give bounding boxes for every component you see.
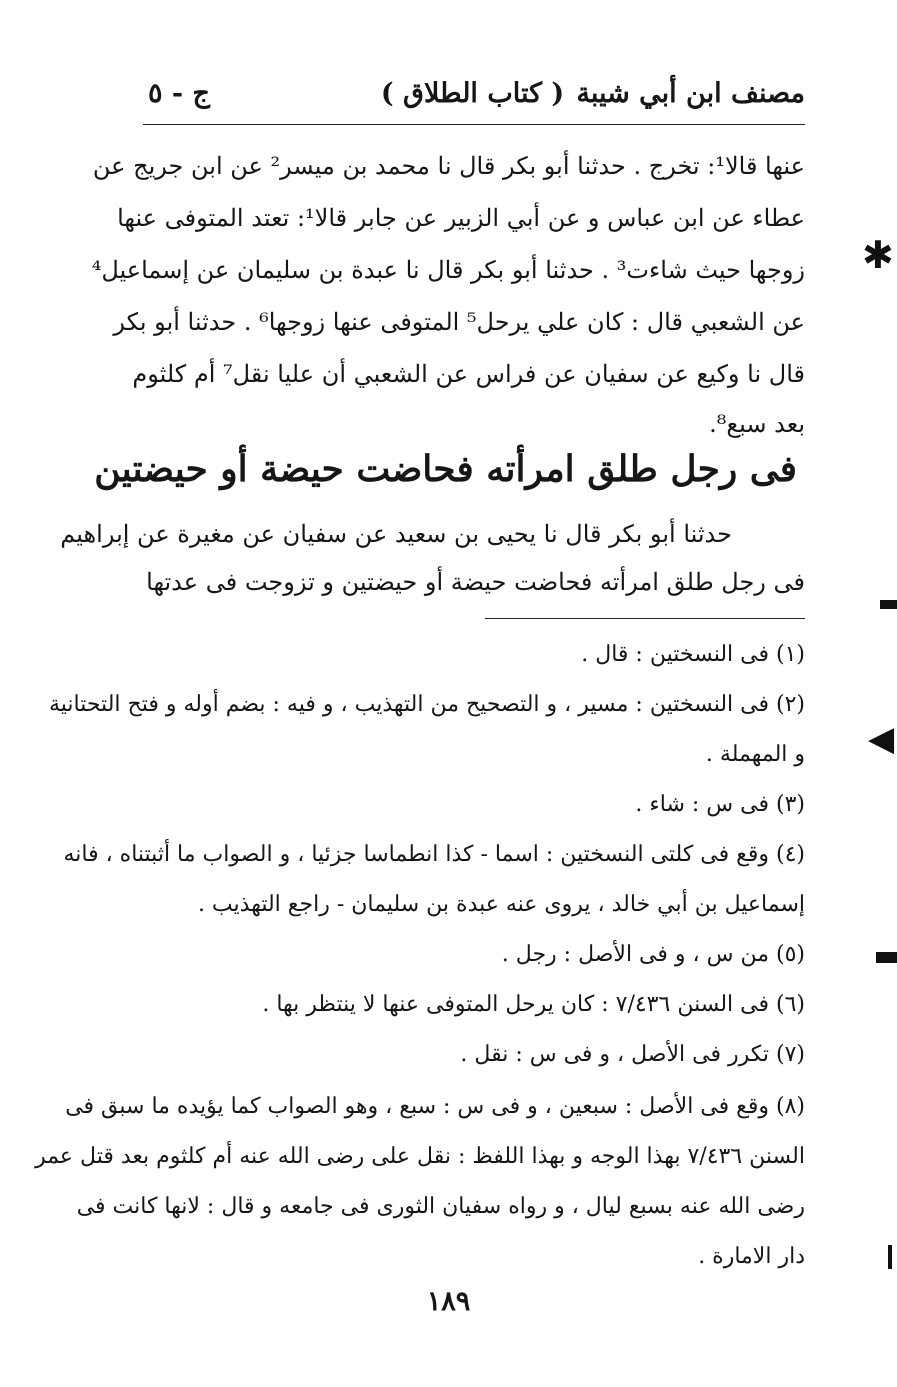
footnote-line: (٥) من س ، و فى الأصل : رجل .	[501, 942, 805, 967]
footnote-line: رضى الله عنه بسبع ليال ، و رواه سفيان الثورى فى جامعه و قال : لانها كانت فى	[76, 1194, 805, 1219]
header-volume: ج - ٥	[148, 78, 210, 109]
header-divider	[143, 124, 805, 125]
margin-mark	[888, 1245, 892, 1269]
text-line: بعد سبع⁸.	[709, 410, 805, 438]
header-book-title: مصنف ابن أبي شيبة	[576, 78, 805, 109]
footnote-line: (٢) فى النسختين : مسير ، و التصحيح من التهذيب ، و فيه : بضم أوله و فتح التحتانية	[48, 692, 805, 717]
page-number: ١٨٩	[426, 1286, 471, 1317]
text-line: حدثنا أبو بكر قال نا يحيى بن سعيد عن سفيان عن مغيرة عن إبراهيم	[60, 520, 732, 548]
header-chapter: ( كتاب الطلاق )	[380, 78, 565, 109]
footnote-divider	[485, 618, 805, 619]
footnote-line: و المهملة .	[705, 742, 805, 767]
margin-mark	[880, 600, 897, 609]
text-line: قال نا وكيع عن سفيان عن فراس عن الشعبي أن عليا نقل⁷ أم كلثوم	[132, 360, 805, 388]
footnote-line: (٧) تكرر فى الأصل ، و فى س : نقل .	[460, 1042, 805, 1067]
footnote-line: دار الامارة .	[698, 1244, 805, 1269]
text-line: عطاء عن ابن عباس و عن أبي الزبير عن جابر قالا¹: تعتد المتوفى عنها	[117, 204, 805, 232]
text-line: عن الشعبي قال : كان علي يرحل⁵ المتوفى عنها زوجها⁶ . حدثنا أبو بكر	[113, 308, 805, 336]
margin-ornament-icon: ◀	[868, 719, 895, 759]
footnote-line: السنن ٧/٤٣٦ بهذا الوجه و بهذا اللفظ : نقل على رضى الله عنه أم كلثوم بعد قتل عمر	[35, 1144, 805, 1169]
text-line: زوجها حيث شاءت³ . حدثنا أبو بكر قال نا عبدة بن سليمان عن إسماعيل⁴	[91, 256, 805, 284]
footnote-line: (١) فى النسختين : قال .	[581, 642, 805, 667]
footnote-line: (٨) وقع فى الأصل : سبعين ، و فى س : سبع ، وهو الصواب كما يؤيده ما سبق فى	[65, 1094, 805, 1119]
text-line: عنها قالا¹: تخرج . حدثنا أبو بكر قال نا محمد بن ميسر² عن ابن جريج عن	[92, 152, 805, 180]
text-line: فى رجل طلق امرأته فحاضت حيضة أو حيضتين و تزوجت فى عدتها	[146, 568, 805, 596]
margin-ornament-icon: ✱	[862, 233, 894, 277]
chapter-heading: فى رجل طلق امرأته فحاضت حيضة أو حيضتين	[94, 448, 797, 490]
margin-mark	[876, 952, 897, 963]
footnote-line: (٣) فى س : شاء .	[635, 792, 805, 817]
footnote-line: إسماعيل بن أبي خالد ، يروى عنه عبدة بن سليمان - راجع التهذيب .	[197, 892, 805, 917]
running-header	[140, 78, 805, 118]
footnote-line: (٤) وقع فى كلتى النسختين : اسما - كذا انطماسا جزئيا ، و الصواب ما أثبتناه ، فانه	[63, 842, 805, 867]
footnote-line: (٦) فى السنن ٧/٤٣٦ : كان يرحل المتوفى عنها لا ينتظر بها .	[262, 992, 805, 1017]
